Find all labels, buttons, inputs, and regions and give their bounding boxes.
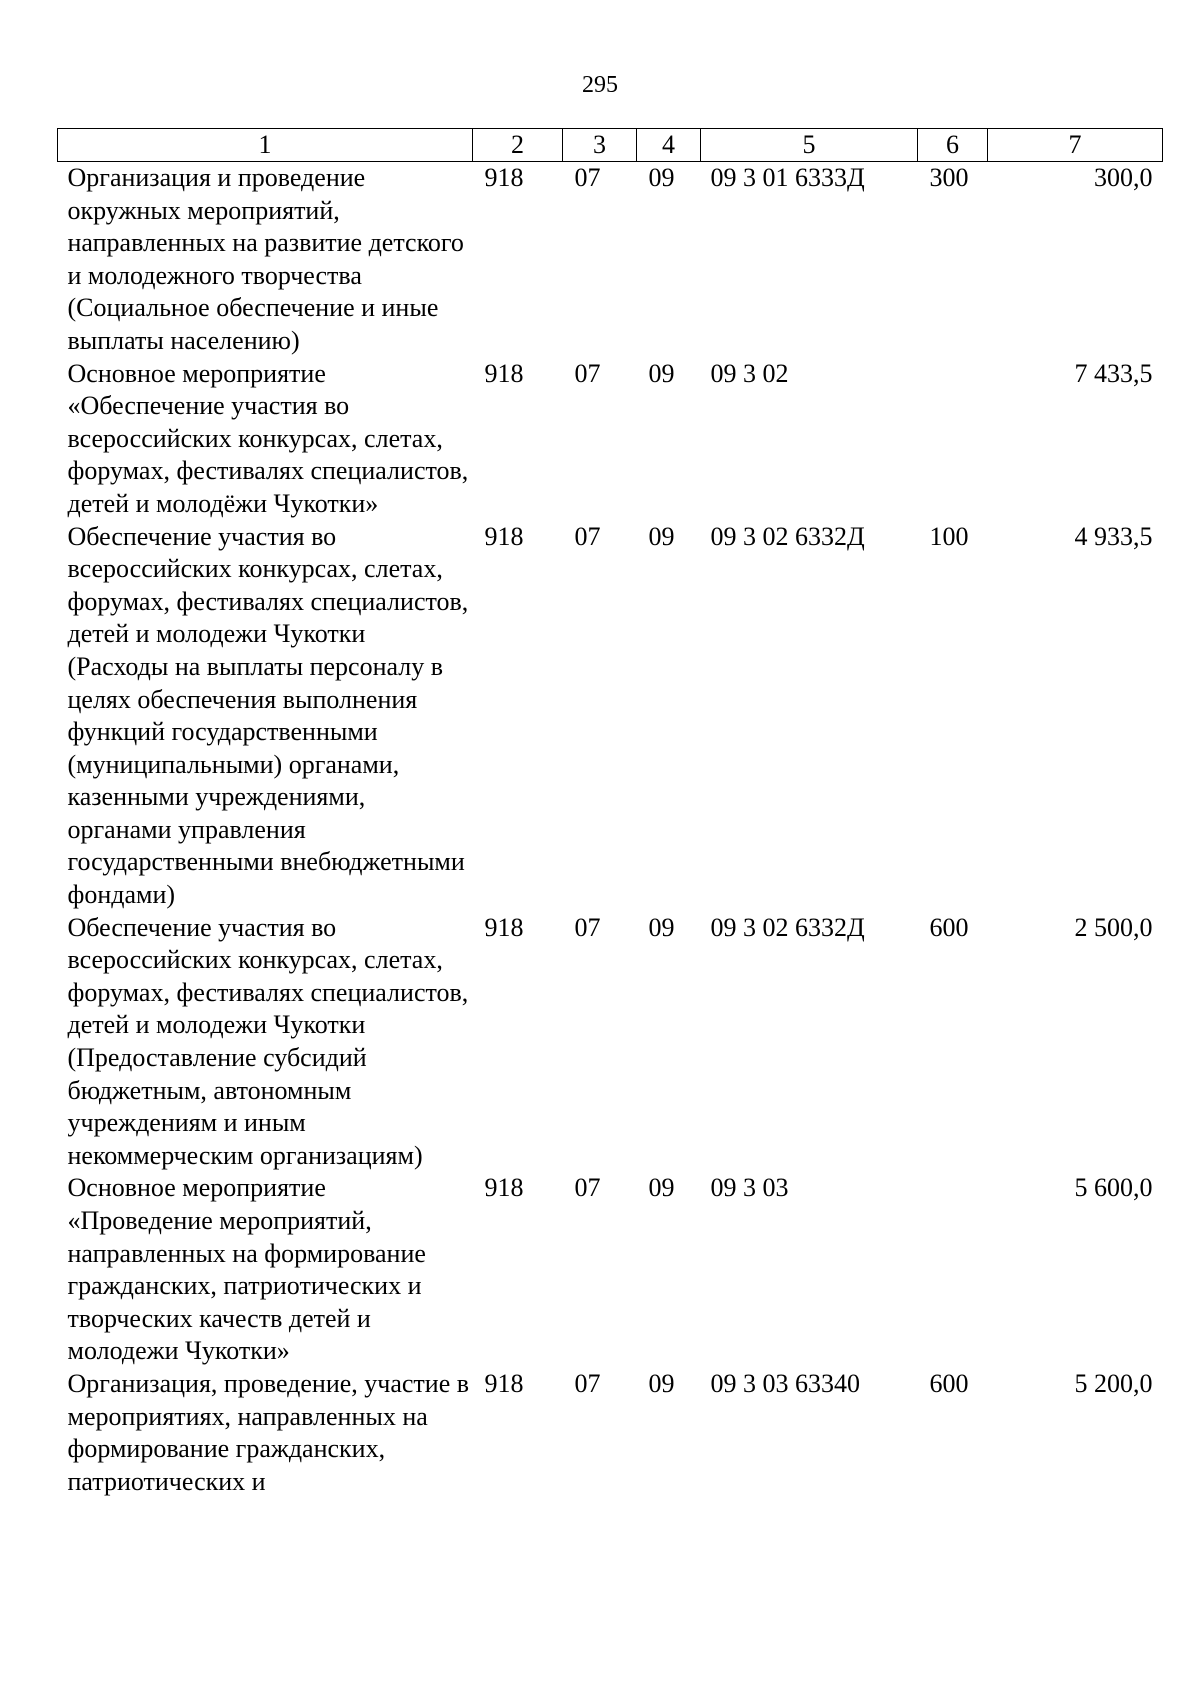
table-row xyxy=(58,521,1163,912)
header-col-7: 7 xyxy=(988,129,1163,162)
row-target-article: 09 3 03 63340 xyxy=(710,1368,860,1398)
table-row xyxy=(58,1172,1163,1368)
row-name: Организация и проведение окружных мероприятий, направленных на развитие детского и молодежного творчества (Социальное обеспечение и иные выплаты населению) xyxy=(67,163,464,355)
page-number: 295 xyxy=(582,72,618,98)
row-name: Обеспечение участия во всероссийских конкурсах, слетах, форумах, фестивалях специалистов, детей и молодежи Чукотки (Расходы на выплаты персоналу в целях обеспечения выполнения функций государственными (муниципальными) органами, казенными учреждениями, органами управления государственными внебюджетными фондами) xyxy=(67,521,469,910)
row-subsection: 09 xyxy=(648,1368,675,1398)
table-header xyxy=(58,129,1163,162)
row-target-article: 09 3 02 6332Д xyxy=(710,521,865,551)
row-amount: 5 200,0 xyxy=(1074,1368,1153,1398)
row-section: 07 xyxy=(574,358,601,388)
row-name: Организация, проведение, участие в мероприятиях, направленных на формирование гражданских, патриотических и xyxy=(67,1368,470,1496)
row-target-article: 09 3 02 xyxy=(710,358,789,388)
row-name: Основное мероприятие «Проведение мероприятий, направленных на формирование гражданских, патриотических и творческих качеств детей и молодежи Чукотки» xyxy=(67,1173,426,1366)
row-subsection: 09 xyxy=(648,1173,675,1203)
table-header-row xyxy=(58,129,1163,162)
row-section: 07 xyxy=(574,912,601,942)
row-amount: 4 933,5 xyxy=(1074,521,1153,551)
row-grbs: 918 xyxy=(484,1173,524,1203)
row-target-article: 09 3 01 6333Д xyxy=(710,163,865,192)
row-expense-type: 100 xyxy=(929,521,969,551)
header-col-1: 1 xyxy=(58,129,473,162)
row-amount: 300,0 xyxy=(1094,163,1153,192)
row-grbs: 918 xyxy=(484,1368,524,1398)
row-expense-type xyxy=(918,358,988,521)
header-col-5: 5 xyxy=(701,129,918,162)
row-expense-type xyxy=(918,1172,988,1368)
table-row xyxy=(58,162,1163,358)
row-expense-type: 600 xyxy=(929,1368,969,1398)
row-target-article: 09 3 02 6332Д xyxy=(710,912,865,942)
row-name: Основное мероприятие «Обеспечение участия во всероссийских конкурсах, слетах, форумах, фестивалях специалистов, детей и молодёжи Чукотки» xyxy=(67,358,469,518)
table-row xyxy=(58,912,1163,1173)
row-subsection: 09 xyxy=(648,163,675,192)
row-name: Обеспечение участия во всероссийских конкурсах, слетах, форумах, фестивалях специалистов, детей и молодежи Чукотки (Предоставление субсидий бюджетным, автономным учреждениям и иным некоммерческим организациям) xyxy=(67,912,469,1170)
table-body xyxy=(58,162,1163,1499)
row-grbs: 918 xyxy=(484,358,524,388)
row-grbs: 918 xyxy=(484,163,524,192)
budget-table xyxy=(57,128,1163,1498)
row-subsection: 09 xyxy=(648,521,675,551)
header-col-3: 3 xyxy=(563,129,637,162)
row-section: 07 xyxy=(574,163,601,192)
table-row xyxy=(58,358,1163,521)
row-subsection: 09 xyxy=(648,358,675,388)
row-target-article: 09 3 03 xyxy=(710,1173,789,1203)
row-subsection: 09 xyxy=(648,912,675,942)
row-section: 07 xyxy=(574,1173,601,1203)
header-col-6: 6 xyxy=(918,129,988,162)
header-col-4: 4 xyxy=(637,129,701,162)
row-amount: 2 500,0 xyxy=(1074,912,1153,942)
row-amount: 7 433,5 xyxy=(1074,358,1153,388)
row-amount: 5 600,0 xyxy=(1074,1173,1153,1203)
row-grbs: 918 xyxy=(484,521,524,551)
row-expense-type: 300 xyxy=(929,163,969,192)
table-row xyxy=(58,1368,1163,1498)
header-col-2: 2 xyxy=(473,129,563,162)
row-grbs: 918 xyxy=(484,912,524,942)
row-section: 07 xyxy=(574,1368,601,1398)
row-expense-type: 600 xyxy=(929,912,969,942)
row-section: 07 xyxy=(574,521,601,551)
